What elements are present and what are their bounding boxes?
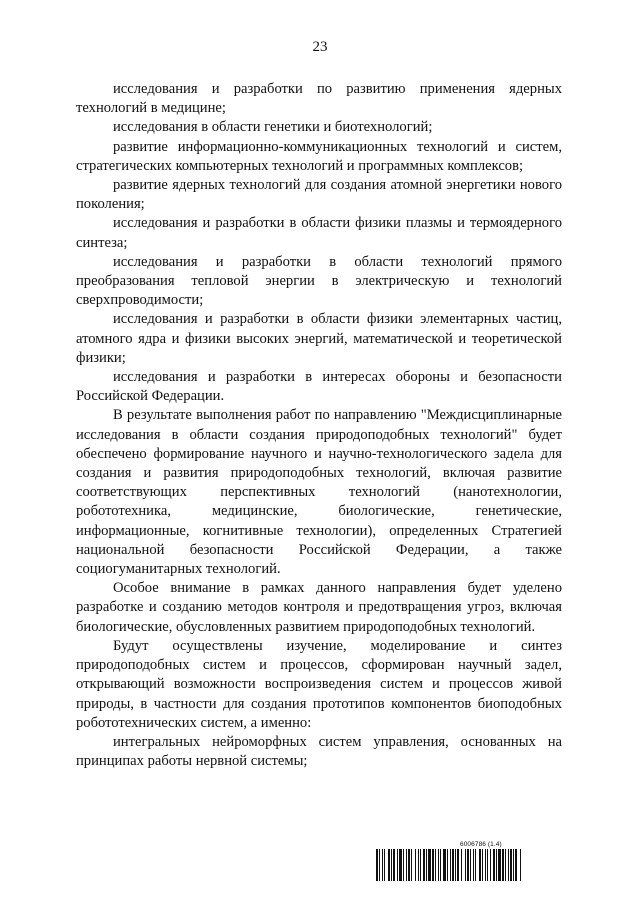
document-code: 6006786 (1.4): [460, 841, 502, 848]
paragraph-plasma-physics: исследования и разработки в области физики плазмы и термоядерного синтеза;: [76, 215, 562, 251]
paragraph-neuromorphic: интегральных нейроморфных систем управления, основанных на принципах работы нервной системы;: [76, 733, 562, 770]
paragraph-particle-physics: исследования и разработки в области физики элементарных частиц, атомного ядра и физики высоких энергий, математической и теоретической физики;: [76, 311, 562, 366]
barcode-image: [376, 849, 590, 881]
paragraph-special-attention: Особое внимание в рамках данного направления будет уделено разработке и созданию методов контроля и предотвращения угроз, включая биологические, обусловленных развитием природоподобных технологий.: [76, 580, 562, 635]
document-body: [76, 80, 562, 771]
paragraph-nature-like-results: В результате выполнения работ по направлению "Междисциплинарные исследования в области создания природоподобных технологий" будет обеспечено формирование научного и научно-технологического задела для создания и развития природоподобных технологий, включая развитие соответствующих перспективных технологий (нанотехнологии, робототехника, медицинские, биологические, генетические, информационные, когнитивные технологии), определенных Стратегией национальной безопасности Российской Федерации, а также социогуманитарных технологий.: [76, 407, 562, 578]
paragraph-energy-conversion: исследования и разработки в области технологий прямого преобразования тепловой энергии в электрическую и технологий сверхпроводимости;: [76, 253, 562, 309]
paragraph-genetics: исследования в области генетики и биотехнологий;: [113, 119, 433, 136]
paragraph-nuclear-medicine: исследования и разработки по развитию применения ядерных технологий в медицине;: [76, 81, 562, 117]
paragraph-modeling-synthesis: Будут осуществлены изучение, моделирование и синтез природоподобных систем и процессов, сформирован научный задел, открывающий возможности воспроизведения систем и процессов живой природы, в частности для создания прототипов компонентов биоподобных робототехнических систем, а именно:: [76, 637, 562, 731]
page-number: 23: [312, 39, 328, 55]
paragraph-defense: исследования и разработки в интересах обороны и безопасности Российской Федерации.: [76, 369, 562, 405]
paragraph-nuclear-energy: развитие ядерных технологий для создания атомной энергетики нового поколения;: [76, 177, 562, 213]
paragraph-ict: развитие информационно-коммуникационных технологий и систем, стратегических компьютерных технологий и программных комплексов;: [76, 138, 562, 174]
